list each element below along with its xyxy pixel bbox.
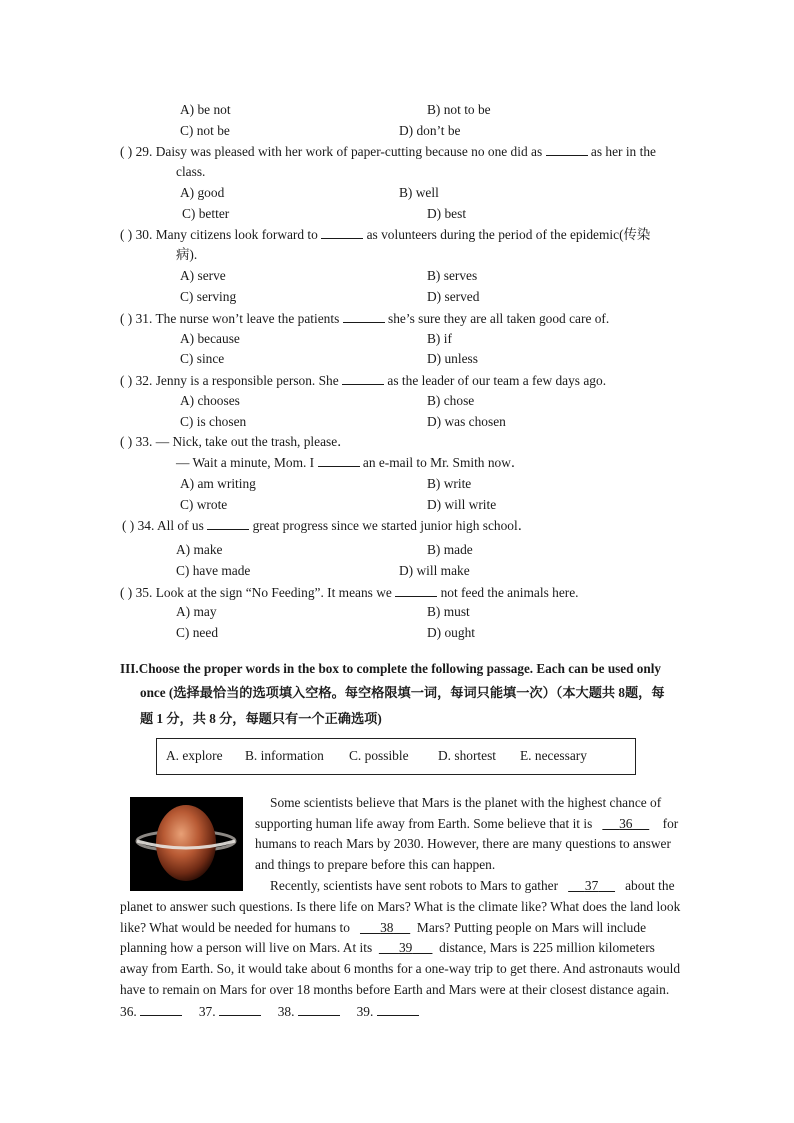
answer-blank[interactable] <box>321 226 363 239</box>
answer-blank-36[interactable] <box>140 1003 182 1016</box>
answer-paren: ( ) 34. <box>122 518 155 533</box>
blank-36[interactable]: 36 <box>619 816 633 831</box>
q28-option-c: C) not be <box>180 123 230 138</box>
q33-option-b: B) write <box>427 476 472 491</box>
passage-line: humans to reach Mars by 2030. However, there are many questions to answer <box>255 836 671 851</box>
q32-option-c: C) is chosen <box>180 414 247 429</box>
q30-stem: ( ) 30. Many citizens look forward to as volunteers during the period of the epidemic(传染 <box>120 227 651 242</box>
passage-line: away from Earth. So, it would take about 6 months for a one-way trip to get there. And astronauts would <box>120 961 681 976</box>
word-option-information: B. information <box>245 748 324 763</box>
q28-option-d: D) don’t be <box>399 123 461 138</box>
word-option-possible: C. possible <box>349 748 409 763</box>
q30-option-a: A) serve <box>180 268 226 283</box>
q32-option-b: B) chose <box>427 393 475 408</box>
q34-stem: ( ) 34. All of us great progress since we started junior high school． <box>122 518 532 533</box>
q31-option-b: B) if <box>427 331 452 346</box>
q34-option-a: A) make <box>176 542 223 557</box>
passage-line: Recently, scientists have sent robots to Mars to gather 37 about the <box>270 878 675 893</box>
q29-stem-cont: class. <box>176 164 206 179</box>
answer-blank-38[interactable] <box>298 1003 340 1016</box>
passage-line: supporting human life away from Earth. Some believe that it is 36 for <box>255 816 679 831</box>
q33-option-a: A) am writing <box>180 476 256 491</box>
q30-option-b: B) serves <box>427 268 478 283</box>
answer-blank[interactable] <box>343 310 385 323</box>
answer-blank[interactable] <box>342 372 384 385</box>
section-heading-line3: 题 1 分，共 8 分，每题只有一个正确选项) <box>140 711 382 726</box>
answer-blank[interactable] <box>207 517 249 530</box>
q29-option-a: A) good <box>180 185 225 200</box>
q30-stem-cont: 病). <box>176 247 198 262</box>
answer-blank[interactable] <box>395 584 437 597</box>
q32-option-d: D) was chosen <box>427 414 506 429</box>
q31-option-d: D) unless <box>427 351 478 366</box>
mars-planet-image <box>130 797 243 891</box>
passage-line: planet to answer such questions. Is there life on Mars? What is the climate like? What does the land look <box>120 899 681 914</box>
passage-line: and things to prepare before this can happen. <box>255 857 496 872</box>
answer-paren: ( ) 31. <box>120 311 153 326</box>
q29-option-b: B) well <box>399 185 439 200</box>
q35-option-b: B) must <box>427 604 470 619</box>
q28-option-b: B) not to be <box>427 102 491 117</box>
q30-option-c: C) serving <box>180 289 237 304</box>
answer-paren: ( ) 32. <box>120 373 153 388</box>
word-box <box>156 738 636 775</box>
q29-option-d: D) best <box>427 206 467 221</box>
blank-37[interactable]: 37 <box>584 878 599 893</box>
q35-option-d: D) ought <box>427 625 475 640</box>
answer-paren: ( ) 33. <box>120 434 153 449</box>
q28-option-a: A) be not <box>180 102 231 117</box>
q34-option-d: D) will make <box>399 563 470 578</box>
section-heading-line1: III.Choose the proper words in the box to complete the following passage. Each can be used only <box>120 661 661 676</box>
answer-blank-39[interactable] <box>377 1003 419 1016</box>
word-option-explore: A. explore <box>166 748 223 763</box>
q33-stem-cont: — Wait a minute, Mom. I an e-mail to Mr. Smith now． <box>176 455 525 470</box>
q35-option-c: C) need <box>176 625 219 640</box>
passage-line: Some scientists believe that Mars is the planet with the highest chance of <box>270 795 662 810</box>
q30-option-d: D) served <box>427 289 480 304</box>
passage-line: have to remain on Mars for over 18 months before Earth and Mars were at their closest distance again. <box>120 982 670 997</box>
q35-option-a: A) may <box>176 604 217 619</box>
answer-blank-37[interactable] <box>219 1003 261 1016</box>
answer-paren: ( ) 30. <box>120 227 153 242</box>
answer-blank[interactable] <box>546 143 588 156</box>
q33-option-d: D) will write <box>427 497 497 512</box>
answer-blank[interactable] <box>318 454 360 467</box>
passage-line: planning how a person will live on Mars. At its 39 distance, Mars is 225 million kilometers <box>120 940 655 955</box>
q32-stem: ( ) 32. Jenny is a responsible person. She as the leader of our team a few days ago. <box>120 373 607 388</box>
q34-option-c: C) have made <box>176 563 251 578</box>
q29-stem: ( ) 29. Daisy was pleased with her work of paper-cutting because no one did as as her in the <box>120 144 656 159</box>
answer-line: 36. 37. 38. 39. <box>120 1003 419 1020</box>
q31-option-a: A) because <box>180 331 240 346</box>
answer-paren: ( ) 35. <box>120 585 153 600</box>
blank-38[interactable]: 38 <box>380 920 394 935</box>
q33-option-c: C) wrote <box>180 497 228 512</box>
word-option-shortest: D. shortest <box>438 748 497 763</box>
blank-39[interactable]: 39 <box>398 940 413 955</box>
q35-stem: ( ) 35. Look at the sign “No Feeding”. It means we not feed the animals here. <box>120 585 579 600</box>
answer-paren: ( ) 29. <box>120 144 153 159</box>
q33-stem: ( ) 33. — Nick, take out the trash, please． <box>120 434 351 449</box>
q31-option-c: C) since <box>180 351 225 366</box>
q32-option-a: A) chooses <box>180 393 240 408</box>
q29-option-c: C) better <box>182 206 230 221</box>
q34-option-b: B) made <box>427 542 473 557</box>
passage-line: like? What would be needed for humans to 38 Mars? Putting people on Mars will include <box>120 920 647 935</box>
section-heading-line2: once (选择最恰当的选项填入空格。每空格限填一词，每词只能填一次）（本大题共 8题，每 <box>140 685 665 700</box>
q31-stem: ( ) 31. The nurse won’t leave the patients she’s sure they are all taken good care of. <box>120 311 610 326</box>
word-option-necessary: E. necessary <box>520 748 587 763</box>
